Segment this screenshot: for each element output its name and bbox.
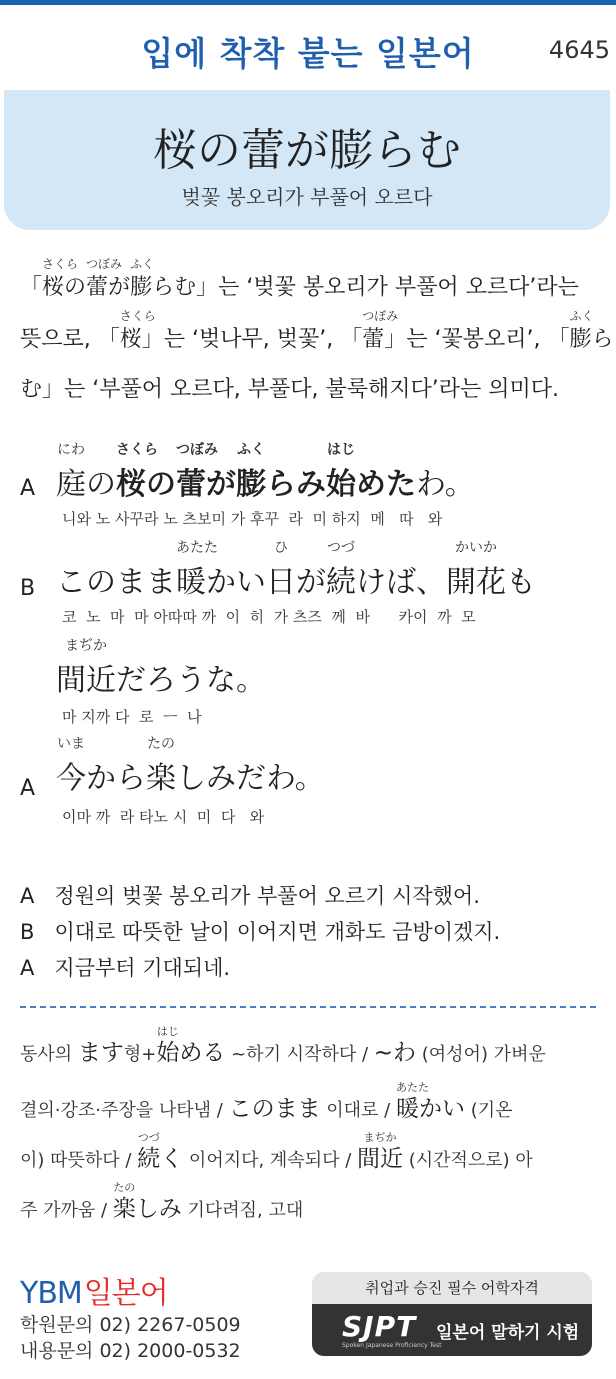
furigana: ひ	[274, 540, 288, 556]
furigana: かいか	[455, 540, 497, 556]
furigana: つぼみ	[86, 257, 123, 271]
vocab-line-4: 주 가까움 / 楽 たの しみ 기다려짐, 고대	[20, 1181, 304, 1222]
furigana: つづ	[327, 540, 355, 556]
furigana: あたた	[176, 540, 218, 556]
furigana: つぼみ	[362, 309, 399, 323]
furigana: まぢか	[363, 1131, 397, 1144]
vocab-line-2: 결의·강조·주장을 나타냄 / このまま 이대로 / 暖 あたた かい (기온	[20, 1081, 513, 1122]
sjpt-banner[interactable]	[312, 1272, 592, 1356]
dialogue-line-2-cont: 間近 まぢか だろうな。	[56, 638, 266, 698]
furigana: まぢか	[65, 638, 107, 654]
furigana: さくら	[116, 442, 158, 458]
explanation-line-2: 뜻으로, 「桜 さくら 」는 ‘벚나무, 벚꽃’, 「蕾 つぼみ 」는 ‘꽃봉오리’, 「膨 ふく ら	[20, 309, 614, 352]
korean-reading: 마 지까 다 로 ㅡ 나	[62, 708, 202, 726]
title-box	[4, 90, 610, 230]
issue-number: 4645	[548, 36, 610, 64]
furigana: ふく	[237, 442, 265, 458]
contact-academy: 학원문의 02) 2267-0509	[20, 1314, 241, 1336]
furigana: いま	[57, 736, 85, 752]
dialogue-line-2: このまま暖 あたた かい日 ひ が続 つづ けば、開花 かいか も	[56, 540, 536, 600]
vocab-line-1: 동사의 ます형+始 はじ める ~하기 시작하다 / ~わ (여성어) 가벼운	[20, 1025, 546, 1066]
sjpt-tagline: 취업과 승진 필수 어학자격	[365, 1279, 539, 1297]
furigana: にわ	[57, 442, 85, 458]
translation-row: A 지금부터 기대되네.	[20, 956, 231, 980]
furigana: つづ	[137, 1131, 160, 1144]
sjpt-description: 일본어 말하기 시험	[436, 1323, 580, 1343]
korean-reading: 니와 노 사꾸라 노 츠보미 가 후꾸 라 미 하지 메 따 와	[62, 510, 443, 528]
explanation-line-1: 「桜 さくら の蕾 つぼみ が膨 ふく らむ」는 ‘벚꽃 봉오리가 부풀어 오르다’라는	[20, 257, 579, 300]
top-rule	[0, 0, 616, 5]
furigana: さくら	[119, 309, 156, 323]
furigana: はじ	[327, 442, 355, 458]
sjpt-bar	[312, 1304, 592, 1356]
sjpt-subtitle: Spoken Japanese Proficiency Test	[342, 1342, 442, 1349]
furigana: たの	[147, 736, 175, 752]
furigana: あたた	[395, 1081, 429, 1094]
explanation-line-3: む」는 ‘부풀어 오르다, 부풀다, 불룩해지다’라는 의미다.	[20, 377, 559, 402]
series-title: 입에 착착 붙는 일본어	[141, 34, 475, 73]
furigana: ふく	[130, 257, 155, 271]
korean-reading: 이마 까 라 타노 시 미 다 와	[62, 808, 265, 826]
furigana: ふく	[569, 309, 594, 323]
dialogue-line-3: 今 いま から楽 たの しみだわ。	[56, 736, 325, 796]
speaker-label: A	[20, 776, 36, 801]
speaker-label: A	[20, 476, 36, 501]
korean-reading: 코 노 마 마 아따따 까 이 히 가 츠즈 께 바 카이 까 모	[62, 608, 476, 626]
speaker-label: B	[20, 576, 36, 601]
furigana: はじ	[156, 1025, 179, 1038]
ybm-logo: YBM일본어	[20, 1276, 168, 1311]
sjpt-logo: SJPT	[342, 1310, 417, 1343]
furigana: つぼみ	[176, 442, 218, 458]
korean-title: 벚꽃 봉오리가 부풀어 오르다	[181, 185, 433, 209]
translation-row: B 이대로 따뜻한 날이 이어지면 개화도 금방이겠지.	[20, 920, 501, 944]
section-divider	[20, 1006, 596, 1008]
dialogue-line-1: 庭 にわ の桜 さくら の蕾 つぼみ が膨 ふく らみ始 はじ めたわ。	[56, 442, 475, 502]
japanese-title: 桜の蕾が膨らむ	[153, 125, 461, 176]
furigana: さくら	[42, 257, 79, 271]
contact-content: 내용문의 02) 2000-0532	[20, 1340, 241, 1362]
translation-row: A 정원의 벚꽃 봉오리가 부풀어 오르기 시작했어.	[20, 884, 480, 908]
vocab-line-3: 이) 따뜻하다 / 続 つづ く 이어지다, 계속되다 / 間近 まぢか (시간적으로) 아	[20, 1131, 533, 1172]
furigana: たの	[113, 1181, 136, 1194]
